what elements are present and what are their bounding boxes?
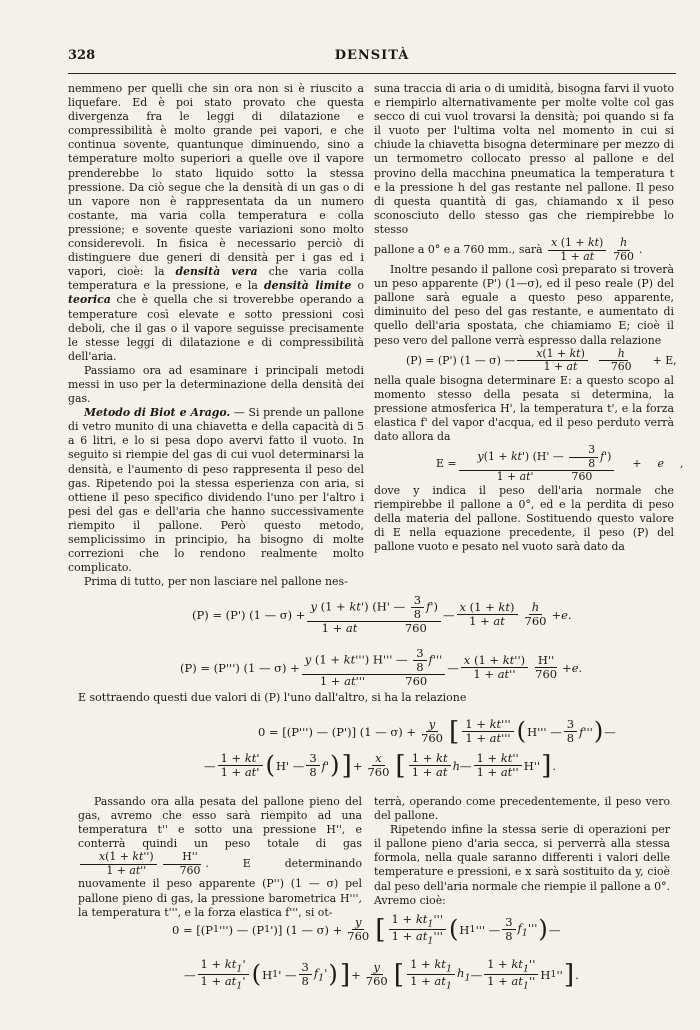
- paragraph: nemmeno per quelli che sin ora non si è riuscito a liquefare. Ed è poi stato provato che questa divergenza fra le leggi di dilatazione e compressibilità è molto grande pei vapori, e che continua sovente, quantunque diminuendo, sino a temperature molto superiori a quelle ove il vapore prenderebbe lo stato liquido sotto la stessa pressione. Da ciò segue che la densità di un gas o di un vapore non è rappresentata da un numero costante, ma varia colla temperatura e colla pressione; e sovente queste variazioni sono molto considerevoli. In fisica è necessario perciò di distinguere due generi di densità per i gas ed i vapori, cioè: la densità vera che varia colla temperatura e la pressione, e la densità limite o teorica che è quella che si troverebbe operando a temperature così elevate e sotto pressioni così deboli, che il gas o il vapore seguisse precisamente le stesse leggi di dilatazione e di compressibilità dell'aria.: [68, 82, 364, 363]
- equation-difference-line1: 0 = [(P''') — (P')] (1 — σ) + $\frac{y}{760}$ [ $\frac{1 + kt'''}{1 + at'''}$ ( H''' — $\frac{3}{8}$ f''' ) —: [258, 716, 616, 748]
- paragraph: Prima di tutto, per non lasciare nel pallone nes-: [84, 575, 348, 589]
- equation-weight-balloon: (P) = (P') (1 — σ) — $\frac{x(1 + kt)}{1 + at}$ $\frac{h}{760}$ + E,: [406, 346, 677, 374]
- paragraph: dove y indica il peso dell'aria normale che riempirebbe il pallone a 0°, ed e la perdita di peso della materia del pallone. Sostituendo questo valore di E nella equazione precedente, il peso (P) del pallone vuoto e pesato nel vuoto sarà dato da: [374, 483, 674, 554]
- equation-P-1: (P) = (P') (1 — σ) + y (1 + kt') (H' — $\frac{3}{8}$ f') 1 + at 760 — $\frac{x (1 + kt)}{1 + at}$ $\frac{h}{760}$ + e .: [192, 593, 572, 636]
- left-column-top: [68, 82, 364, 589]
- running-title: DENSITÀ: [334, 48, 410, 63]
- paragraph: Metodo di Biot e Arago. — Si prende un pallone di vetro munito di una chiavetta e della capacità di 5 a 6 litri, e lo si pesa dopo avervi fatto il vuoto. In seguito si riempie del gas di cui vuol determinarsi la densità, e l'aumento di peso rappresenta il peso del gas. Ripetendo poi la stessa esperienza con aria, si ottiene il peso specifico dividendo l'uno per l'altro i pesi del gas e dell'aria che hanno successivamente riempito il pallone. Però questo metodo, semplicissimo in principio, ha bisogno di molte correzioni che lo rendono realmente molto complicato.: [68, 406, 364, 575]
- equation-air-line2: — $\frac{1 + kt_1'}{1 + at_1'}$ ( H 1 ' — $\frac{3}{8}$ $f_1'$ ) ] + $\frac{y}{760}$ [ $\frac{1 + kt_1}{1 + at_1}$ $h_1$ — $\frac{1 + kt_1''}{1 + at_1''}$ H 1 '' ] .: [184, 957, 579, 992]
- right-column-top: [374, 82, 684, 554]
- paragraph: Ripetendo infine la stessa serie di operazioni per il pallone pieno d'aria secca, si perverrà alla stessa formola, nella quale saranno differenti i valori delle temperature e pressioni, e x sarà sostituito da y, cioè dal peso dell'aria normale che riempie il pallone a 0°. Avremo cioè:: [374, 823, 670, 907]
- inline-formula: pallone a 0° e a 760 mm., sarà $\frac{x (1 + kt)}{1 + at}$ $\frac{h}{760}$ .: [374, 236, 643, 263]
- paragraph: suna traccia di aria o di umidità, bisogna farvi il vuoto e riempirlo alternativamente per molte volte col gas secco di cui vuol trovarsi la densità; poi quando si fa il vuoto per l'ultima volta nel momento in cui si chiude la chiavetta bisogna determinare per mezzo di un termometro collocato presso al pallone e del provino della macchina pneumatica la temperatura t e la pressione h del gas restante nel pallone. Il peso di questa quantità di gas, chiamando x il peso sconosciuto dello stesso gas che riempirebbe lo stesso pallone a 0° e a 760 mm., sarà $\frac{x (1 + kt)}{1 + at}$ $\frac{h}{760}$ .: [374, 82, 674, 263]
- page-number: 328: [68, 48, 96, 63]
- paragraph: Passiamo ora ad esaminare i principali metodi messi in uso per la determinazione della densità dei gas.: [68, 363, 364, 406]
- equation-difference-line2: — $\frac{1 + kt'}{1 + at'}$ ( H' — $\frac{3}{8}$ f' ) ] + $\frac{x}{760}$ [ $\frac{1 + kt}{1 + at}$ h — $\frac{1 + kt''}{1 + at''}$ H'' ] .: [204, 750, 557, 782]
- right-column-bottom: [374, 795, 670, 908]
- paragraph: Inoltre pesando il pallone così preparato si troverà un peso apparente (P') (1—σ), ed il peso reale (P) del pallone sarà eguale a questo peso apparente, diminuito del peso del gas restante, e aumentato di quello dell'aria spostata, che chiamiamo E; cioè il peso vero del pallone verrà espresso dalla relazione: [374, 263, 674, 347]
- paragraph: Passando ora alla pesata del pallone pieno del gas, avremo che esso sarà riempito ad una temperatura t'' e sotto una pressione H'', e conterrà quindi un peso totale di gas $\frac{x(1 + kt'')}{1 + at''}$ $\frac{H''}{760}$ . E determinando nuovamente il peso apparente (P'') (1 — σ) pel pallone pieno di gas, la pressione barometrica H''', la temperatura t''', e la forza elastica f''', si ot-: [78, 795, 362, 919]
- equation-P-2: (P) = (P''') (1 — σ) + y (1 + kt''') H''' — $\frac{3}{8}$ f''' 1 + at''' 760 — $\frac{x (1 + kt'')}{1 + at''}$ $\frac{H''}{760}$ + e .: [180, 646, 583, 689]
- left-column-bottom: [78, 795, 362, 920]
- equation-E: E = y(1 + kt') (H' — $\frac{3}{8}$ f') 1 + at' 760 + e ,: [436, 443, 684, 484]
- header-rule: [68, 73, 676, 74]
- paragraph: nella quale bisogna determinare E: a questo scopo al momento stesso della pesata si determina, la pressione atmosferica H', la temperatura t', e la forza elastica f' del vapor d'acqua, ed il peso perduto verrà dato allora da: [374, 373, 674, 444]
- connector-text: E sottraendo questi due valori di (P) l'uno dall'altro, si ha la relazione: [78, 691, 467, 704]
- page-header: [68, 48, 676, 68]
- paragraph: terrà, operando come precedentemente, il peso vero del pallone.: [374, 795, 670, 823]
- equation-air-line1: 0 = [(P 1 ''') — (P 1 ')] (1 — σ) + $\frac{y}{760}$ [ $\frac{1 + kt_1'''}{1 + at_1'''}$ ( H 1 ''' — $\frac{3}{8}$ $f_1'''$ ) —: [172, 912, 561, 947]
